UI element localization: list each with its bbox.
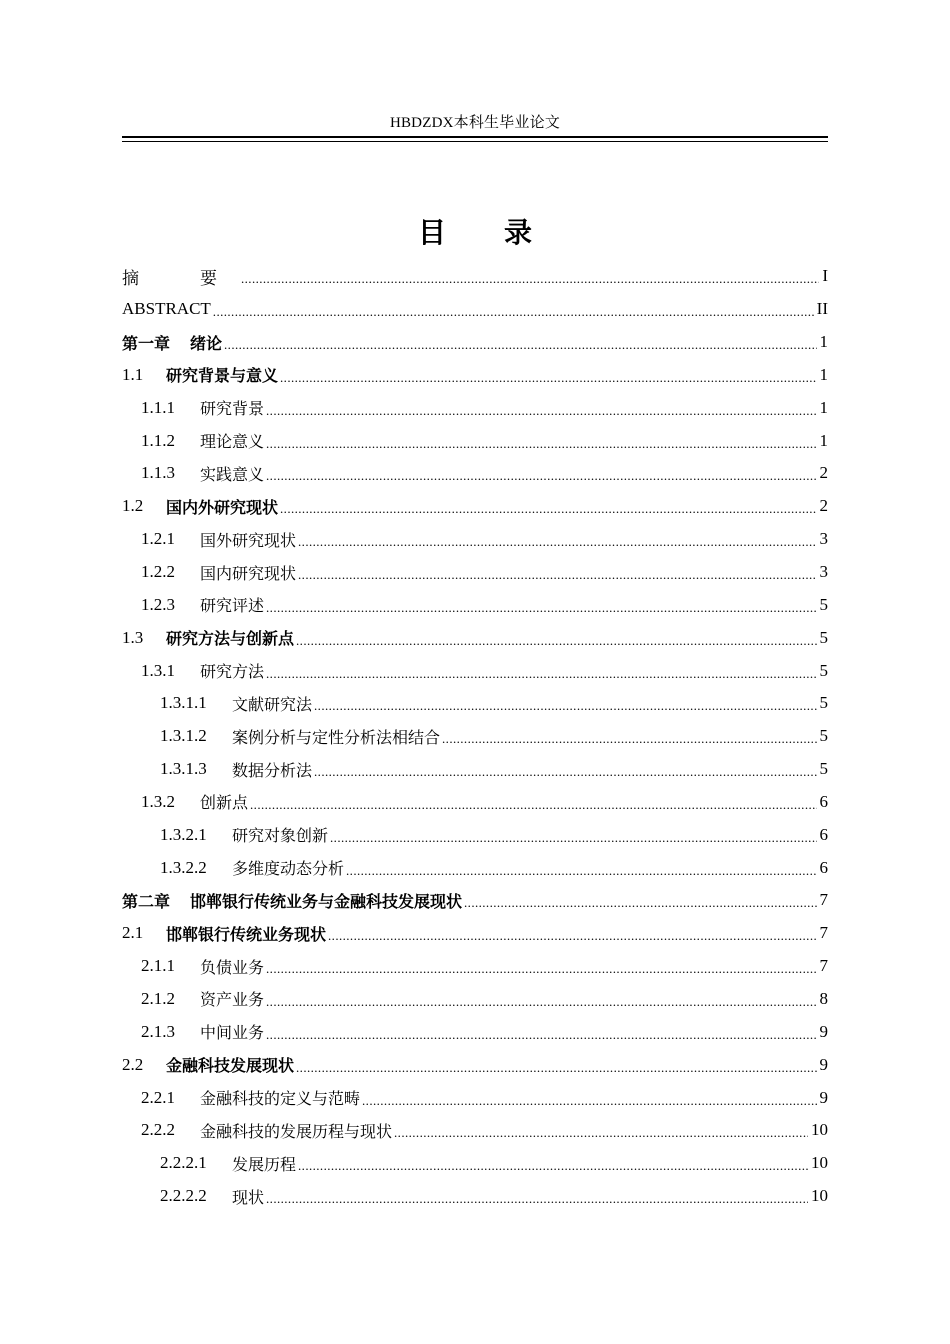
toc-entry-page: 9 xyxy=(819,1021,828,1041)
toc-entry-page: 7 xyxy=(819,923,828,943)
toc-entry[interactable] xyxy=(122,917,828,950)
dot-leader xyxy=(241,271,819,287)
toc-entry-page: 8 xyxy=(819,988,828,1008)
toc-entry-page: 5 xyxy=(819,594,828,614)
toc-entry-title: 金融科技的发展历程与现状 xyxy=(200,1121,393,1141)
toc-title-right: 录 xyxy=(504,216,533,249)
dot-leader xyxy=(330,830,816,846)
toc-entry[interactable] xyxy=(122,293,828,326)
dot-leader xyxy=(296,633,816,649)
toc-entry-page: 1 xyxy=(819,430,828,450)
toc-entry-number: 2.2 xyxy=(122,1054,144,1074)
toc-entry-title: 文献研究法 xyxy=(232,694,313,714)
toc-entry[interactable] xyxy=(122,359,828,392)
toc-entry-title: 国内外研究现状 xyxy=(166,497,279,517)
dot-leader xyxy=(266,1027,816,1043)
toc-entry[interactable] xyxy=(122,1114,828,1147)
dot-leader xyxy=(296,1060,816,1076)
toc-entry[interactable] xyxy=(122,1147,828,1180)
dot-leader xyxy=(298,567,816,583)
toc-entry-page: 10 xyxy=(811,1186,828,1206)
toc-entry-number: 2.1 xyxy=(122,923,144,943)
toc-entry-number: 1.2 xyxy=(122,496,144,516)
dot-leader xyxy=(314,764,816,780)
toc-entry[interactable] xyxy=(122,326,828,359)
toc-entry[interactable] xyxy=(122,621,828,654)
toc-entry-title: 案例分析与定性分析法相结合 xyxy=(232,727,441,747)
toc-entry-number: 1.2.2 xyxy=(141,562,175,582)
toc-entry-title: 现状 xyxy=(232,1187,265,1207)
toc-list xyxy=(122,260,828,1212)
toc-entry-title: 创新点 xyxy=(200,793,249,813)
toc-entry-page: 2 xyxy=(819,496,828,516)
toc-entry-page: 10 xyxy=(811,1120,828,1140)
toc-entry-title: 研究方法 xyxy=(200,662,265,682)
toc-entry[interactable] xyxy=(122,556,828,589)
toc-entry-number: 2.2.2.1 xyxy=(160,1153,207,1173)
toc-entry-page: 3 xyxy=(819,562,828,582)
toc-entry[interactable] xyxy=(122,851,828,884)
dot-leader xyxy=(464,895,816,911)
toc-entry[interactable] xyxy=(122,884,828,917)
toc-entry-number: 2.2.1 xyxy=(141,1087,175,1107)
dot-leader xyxy=(266,436,816,452)
toc-entry[interactable] xyxy=(122,950,828,983)
toc-entry-number: 1.1.1 xyxy=(141,397,175,417)
toc-entry[interactable] xyxy=(122,260,828,293)
dot-leader xyxy=(250,797,816,813)
toc-entry-number: 1.2.3 xyxy=(141,594,175,614)
toc-entry-title: 绪论 xyxy=(190,333,223,353)
toc-entry-number: 1.3.1 xyxy=(141,660,175,680)
toc-entry-number: 2.1.2 xyxy=(141,988,175,1008)
toc-entry-title: 金融科技发展现状 xyxy=(166,1056,295,1076)
page-header: HBDZDX本科生毕业论文 xyxy=(389,115,561,131)
dot-leader xyxy=(346,863,816,879)
toc-entry-number: 1.3.2.2 xyxy=(160,857,207,877)
toc-entry-page: 3 xyxy=(819,529,828,549)
toc-entry[interactable] xyxy=(122,1081,828,1114)
toc-entry-number: 2.1.1 xyxy=(141,956,175,976)
toc-entry-title: ABSTRACT xyxy=(122,299,211,319)
toc-entry[interactable] xyxy=(122,391,828,424)
toc-entry-title: 实践意义 xyxy=(200,464,265,484)
toc-entry-title: 国外研究现状 xyxy=(200,530,297,550)
toc-entry-title: 研究评述 xyxy=(200,596,265,616)
toc-entry[interactable] xyxy=(122,786,828,819)
toc-entry-title: 负债业务 xyxy=(200,957,265,977)
dot-leader xyxy=(298,1158,808,1174)
toc-entry-page: 5 xyxy=(819,627,828,647)
toc-entry-page: 1 xyxy=(819,397,828,417)
dot-leader xyxy=(328,928,816,944)
toc-entry-number: 1.3.2.1 xyxy=(160,824,207,844)
toc-entry[interactable] xyxy=(122,457,828,490)
dot-leader xyxy=(298,534,816,550)
toc-entry-title: 发展历程 xyxy=(232,1154,297,1174)
toc-entry-number: 1.1 xyxy=(122,364,144,384)
toc-entry[interactable] xyxy=(122,1048,828,1081)
toc-entry-page: 1 xyxy=(819,332,828,352)
toc-entry-title: 研究背景与意义 xyxy=(166,366,279,386)
dot-leader xyxy=(280,370,816,386)
toc-entry-number: 1.2.1 xyxy=(141,529,175,549)
toc-entry-title: 多维度动态分析 xyxy=(232,859,345,879)
dot-leader xyxy=(314,698,816,714)
toc-entry[interactable] xyxy=(122,753,828,786)
toc-entry-title: 数据分析法 xyxy=(232,760,313,780)
toc-entry-number: 1.3.1.2 xyxy=(160,726,207,746)
toc-entry[interactable] xyxy=(122,983,828,1016)
dot-leader xyxy=(266,961,816,977)
toc-entry-page: 9 xyxy=(819,1054,828,1074)
toc-entry-number: 1.3.2 xyxy=(141,791,175,811)
toc-entry[interactable] xyxy=(122,1180,828,1213)
toc-entry-page: 7 xyxy=(819,890,828,910)
toc-entry-page: 5 xyxy=(819,726,828,746)
dot-leader xyxy=(224,337,816,353)
toc-entry-page: I xyxy=(822,266,828,286)
toc-entry-number: 1.1.2 xyxy=(141,430,175,450)
toc-entry[interactable] xyxy=(122,654,828,687)
toc-entry[interactable] xyxy=(122,687,828,720)
toc-entry[interactable] xyxy=(122,523,828,556)
dot-leader xyxy=(280,501,816,517)
header-rule xyxy=(122,136,828,142)
toc-entry[interactable] xyxy=(122,490,828,523)
dot-leader xyxy=(266,666,816,682)
toc-entry-page: 10 xyxy=(811,1153,828,1173)
toc-entry-number: 第一章 xyxy=(122,333,171,353)
toc-entry-page: II xyxy=(816,299,828,319)
toc-entry[interactable] xyxy=(122,720,828,753)
toc-entry-page: 5 xyxy=(819,693,828,713)
toc-entry-page: 2 xyxy=(819,463,828,483)
dot-leader xyxy=(266,403,816,419)
toc-entry[interactable] xyxy=(122,1015,828,1048)
toc-entry-title: 摘 要 xyxy=(122,268,239,288)
dot-leader xyxy=(266,468,816,484)
toc-entry-number: 1.1.3 xyxy=(141,463,175,483)
toc-title-left: 目 xyxy=(417,216,446,249)
dot-leader xyxy=(442,731,816,747)
dot-leader xyxy=(266,600,816,616)
toc-entry[interactable] xyxy=(122,818,828,851)
toc-entry-page: 5 xyxy=(819,660,828,680)
toc-entry-title: 金融科技的定义与范畴 xyxy=(200,1089,361,1109)
toc-entry-title: 理论意义 xyxy=(200,432,265,452)
toc-entry-title: 中间业务 xyxy=(200,1023,265,1043)
toc-entry-page: 6 xyxy=(819,857,828,877)
dot-leader xyxy=(213,304,814,320)
dot-leader xyxy=(266,1191,808,1207)
toc-title xyxy=(122,213,828,253)
dot-leader xyxy=(362,1093,816,1109)
toc-entry-number: 1.3.1.3 xyxy=(160,759,207,779)
toc-entry-number: 1.3 xyxy=(122,627,144,647)
toc-entry-number: 第二章 xyxy=(122,891,171,911)
toc-entry-number: 2.2.2.2 xyxy=(160,1186,207,1206)
toc-entry-page: 6 xyxy=(819,791,828,811)
toc-entry-page: 5 xyxy=(819,759,828,779)
toc-entry-title: 邯郸银行传统业务现状 xyxy=(166,924,327,944)
toc-entry-page: 6 xyxy=(819,824,828,844)
toc-entry-title: 研究对象创新 xyxy=(232,826,329,846)
toc-entry-number: 2.1.3 xyxy=(141,1021,175,1041)
toc-entry-title: 研究背景 xyxy=(200,399,265,419)
toc-entry[interactable] xyxy=(122,424,828,457)
toc-entry-page: 1 xyxy=(819,364,828,384)
toc-entry-page: 9 xyxy=(819,1087,828,1107)
toc-entry-title: 国内研究现状 xyxy=(200,563,297,583)
toc-entry-page: 7 xyxy=(819,956,828,976)
toc-entry-title: 研究方法与创新点 xyxy=(166,629,295,649)
toc-entry-number: 2.2.2 xyxy=(141,1120,175,1140)
toc-entry-title: 邯郸银行传统业务与金融科技发展现状 xyxy=(190,891,463,911)
toc-entry-number: 1.3.1.1 xyxy=(160,693,207,713)
dot-leader xyxy=(394,1125,808,1141)
dot-leader xyxy=(266,994,816,1010)
toc-entry-title: 资产业务 xyxy=(200,990,265,1010)
toc-entry[interactable] xyxy=(122,588,828,621)
